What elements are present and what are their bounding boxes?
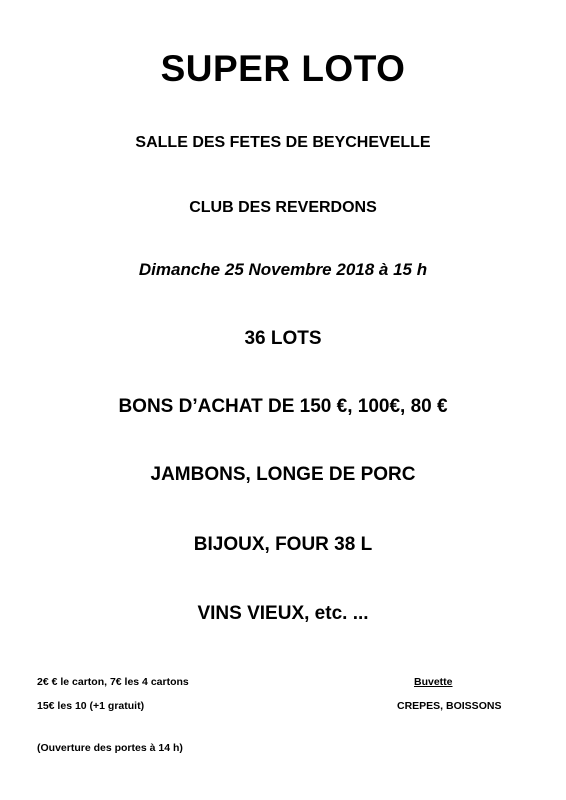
- buvette-heading: Buvette: [414, 676, 453, 688]
- prize-vouchers: BONS D’ACHAT DE 150 €, 100€, 80 €: [118, 396, 448, 417]
- prize-jewelry: BIJOUX, FOUR 38 L: [193, 534, 373, 555]
- prize-hams: JAMBONS, LONGE DE PORC: [150, 464, 416, 485]
- doors-open-note: (Ouverture des portes à 14 h): [37, 742, 183, 754]
- prize-wines: VINS VIEUX, etc. ...: [197, 603, 369, 624]
- pricing-ten: 15€ les 10 (+1 gratuit): [37, 700, 145, 712]
- poster-title: SUPER LOTO: [160, 48, 406, 89]
- club-name: CLUB DES REVERDONS: [189, 199, 377, 216]
- lots-count: 36 LOTS: [244, 328, 322, 349]
- buvette-items: CREPES, BOISSONS: [397, 700, 502, 712]
- venue-name: SALLE DES FETES DE BEYCHEVELLE: [135, 134, 431, 151]
- pricing-carton: 2€ € le carton, 7€ les 4 cartons: [37, 676, 189, 688]
- event-date: Dimanche 25 Novembre 2018 à 15 h: [138, 260, 428, 279]
